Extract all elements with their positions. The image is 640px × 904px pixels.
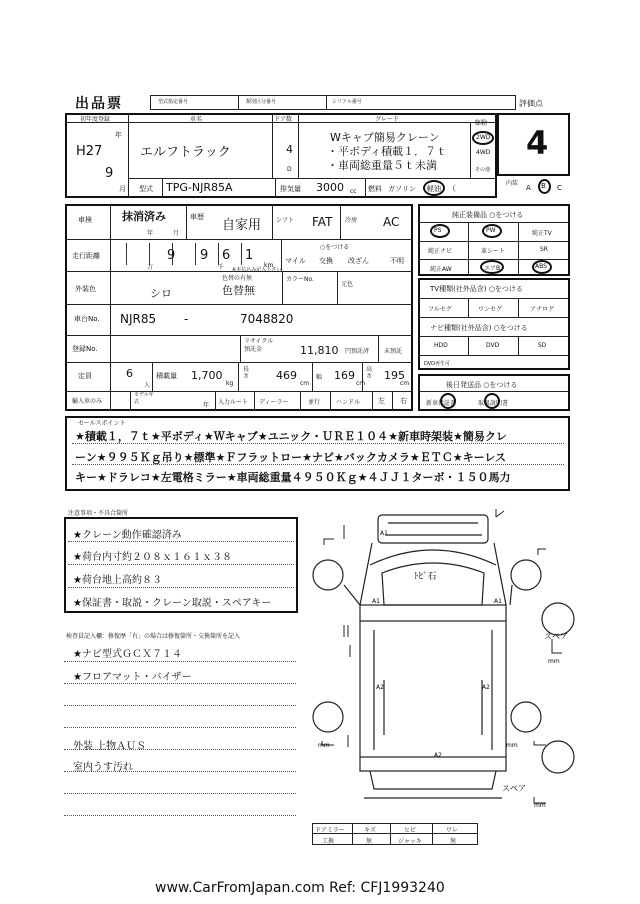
legend-header-2: キズ xyxy=(364,827,376,834)
spare-wheel-2 xyxy=(542,741,574,773)
doc-manual: 取扱説明書 xyxy=(478,400,509,407)
disp-unit: cc xyxy=(350,188,357,195)
mileage-digit-3: 9 xyxy=(167,248,176,263)
recycle-paid: 円預託済 xyxy=(345,348,370,355)
options-title: 純正装備品 ○をつける xyxy=(452,211,524,219)
mm-rear-left: mm xyxy=(318,742,330,749)
load-unit: kg xyxy=(226,380,234,387)
doors-unit: D xyxy=(287,166,292,173)
ac-value: AC xyxy=(383,215,400,229)
interior-label: 内装 xyxy=(506,180,519,187)
fuel-gas: ガソリン xyxy=(388,185,416,193)
color-value: シロ xyxy=(150,287,172,300)
footer-reference: www.CarFromJapan.com Ref: CFJ1993240 xyxy=(155,880,445,896)
legend-header-3: ヒビ xyxy=(404,827,417,834)
model-label: 型式 xyxy=(139,185,153,193)
opt-navi: 純正ナビ xyxy=(428,248,453,255)
legend-value-4: 無 xyxy=(450,838,457,845)
recycle-label: リサイクル預託金 xyxy=(244,338,274,353)
navi-sd: SD xyxy=(538,342,547,349)
import-label: 輸入車のみ xyxy=(72,398,103,405)
mileage-digit-6: 1 xyxy=(245,248,254,263)
color-note: ※本払込み記入下さい xyxy=(232,267,282,273)
notes-line-2: ★荷台内寸約２０８ｘ１６１ｘ３８ xyxy=(73,552,232,563)
mileage-man-unit: 万 xyxy=(147,264,154,271)
mileage-digit-5: 6 xyxy=(222,248,231,263)
inspector-line-2: ★フロアマット・バイザー xyxy=(73,672,192,683)
handle-left: 左 xyxy=(378,397,385,405)
mileage-sen-unit: 千 xyxy=(218,264,225,271)
form-title: 出品票 xyxy=(75,96,123,112)
first-reg-label: 初年度登録 xyxy=(80,116,111,123)
channel-parallel: 並行 xyxy=(308,399,321,406)
seats-label: 定員 xyxy=(78,372,92,380)
length-value: 469 xyxy=(276,369,297,382)
mm-spare-2: mm xyxy=(534,802,546,809)
notes-label: 注意事項・不具合箇所 xyxy=(68,510,129,517)
label-a2-left: A2 xyxy=(376,684,384,691)
inspection-month-unit: 月 xyxy=(173,230,180,237)
notes-line-3: ★荷台地上高約８３ xyxy=(73,575,162,586)
label-a1-left: A1 xyxy=(372,598,380,605)
orig-color-label: 元色 xyxy=(341,281,354,288)
inspector-label: 検査員記入欄：修復歴「有」の場合は修復箇所・交換箇所を記入 xyxy=(66,633,241,640)
mileage-digits xyxy=(114,243,264,267)
color-change-value: 色替無 xyxy=(222,284,255,297)
score-box xyxy=(497,113,570,176)
interior-a: A xyxy=(526,184,531,192)
docs-title: 後日発送品 ○をつける xyxy=(446,381,518,389)
first-reg-month: 9 xyxy=(105,166,114,181)
opt-tv: 純正TV xyxy=(532,230,552,237)
opt-ps: PS xyxy=(434,227,442,234)
shift-value: FAT xyxy=(312,215,333,229)
month-unit: 月 xyxy=(119,185,126,193)
sales-line-1: ★積載１，７ｔ★平ボディ★Ｗキャブ★ユニック・ＵＲＥ１０４★新車時架装★簡易クレ xyxy=(75,430,507,443)
model-value: TPG-NJR85A xyxy=(166,181,233,194)
mileage-label: 走行距離 xyxy=(72,252,100,260)
shift-label: シフト xyxy=(276,217,295,224)
inspection-year-unit: 年 xyxy=(147,230,154,237)
legend-header-1: ドアミラー xyxy=(315,827,345,834)
legend-value-2: 無 xyxy=(366,838,373,845)
handle-right: 右 xyxy=(400,397,407,405)
grade-line-1: Wキャブ簡易クレーン xyxy=(330,131,440,144)
label-a1-top: A1 xyxy=(380,530,388,537)
inspector-block xyxy=(64,640,296,820)
width-value: 169 xyxy=(334,369,355,382)
grade-line-3: ・車両総重量５ｔ未満 xyxy=(327,159,437,172)
disp-label: 排気量 xyxy=(280,185,301,193)
legend-header-4: ワレ xyxy=(446,827,459,834)
cargo-label: ﾄﾋﾞ石 xyxy=(414,572,437,582)
opt-pw: PW xyxy=(486,227,496,234)
car-name-value: エルフトラック xyxy=(140,145,231,160)
cab-roof xyxy=(378,515,488,543)
spare-label-2: スペア xyxy=(502,784,526,793)
opt-leather: 革シート xyxy=(481,248,506,255)
inspector-line-6: 室内うす汚れ xyxy=(73,762,133,773)
mileage-circle-note: ○をつける xyxy=(320,244,350,251)
model-year-unit: 年 xyxy=(203,402,210,409)
grade-label: グレード xyxy=(375,116,400,123)
recycle-amount: 11,810 xyxy=(300,344,339,357)
wheel-front-right xyxy=(511,560,541,590)
inspector-line-5: 外装 上物ＡＵＳ xyxy=(73,741,147,752)
length-unit: cm xyxy=(300,380,310,387)
mileage-digit-4: 9 xyxy=(200,248,209,263)
inspection-label: 車検 xyxy=(78,216,92,224)
sales-label: セールスポイント xyxy=(78,420,126,427)
height-label: 高さ xyxy=(366,366,373,380)
color-label: 外装色 xyxy=(75,285,96,293)
cargo-area-outline xyxy=(382,563,484,605)
seats-value: 6 xyxy=(126,367,133,380)
ac-label: 冷房 xyxy=(345,217,358,224)
navi-hdd: HDD xyxy=(434,342,448,349)
inspection-value: 抹消済み xyxy=(122,210,166,223)
legend-value-3: ジャッキ xyxy=(398,838,422,845)
cab-front xyxy=(360,605,506,621)
recycle-unpaid: 未預託 xyxy=(384,348,403,355)
opt-airbag: エアB xyxy=(484,265,501,272)
mile-label: マイル xyxy=(285,257,306,265)
height-unit: cm xyxy=(400,380,410,387)
chassis-prefix: NJR85 xyxy=(120,312,157,326)
label-a2-right: A2 xyxy=(482,684,490,691)
height-value: 195 xyxy=(384,369,405,382)
mile-swap: 交換 xyxy=(319,257,333,265)
mm-spare-1: mm xyxy=(548,658,560,665)
channel-label: 入力ルート xyxy=(218,399,249,406)
navi-dvd: DVD xyxy=(486,342,500,349)
disp-value: 3000 xyxy=(316,181,344,194)
drive-4wd: 4WD xyxy=(476,149,491,156)
reg-label: 登録No. xyxy=(72,345,98,353)
inspector-line-1: ★ナビ型式ＧＣＸ７１４ xyxy=(73,649,182,660)
sales-line-3: キー★ドラレコ★左電格ミラー★車両総重量４９５０Ｋｇ★４ＪＪ１ターボ・１５０馬力 xyxy=(75,471,511,484)
doors-label: ドア数 xyxy=(274,116,292,123)
tv-oneseg: ワンセグ xyxy=(478,306,503,313)
navi-dvd-play: DVD再生可 xyxy=(424,361,451,367)
model-code-label: 型式指定番号 xyxy=(158,99,189,105)
load-value: 1,700 xyxy=(191,369,223,382)
vehicle-damage-diagram xyxy=(300,505,580,825)
opt-abs: ABS xyxy=(535,263,547,270)
doors-value: 4 xyxy=(286,143,293,156)
opt-sr: SR xyxy=(540,246,548,253)
mile-unknown: 不明 xyxy=(390,257,404,265)
usage-value: 自家用 xyxy=(222,218,262,233)
score-value: 4 xyxy=(526,124,549,162)
class-label: 類別区分番号 xyxy=(246,99,277,105)
drive-2wd: 2WD xyxy=(476,134,491,141)
mm-rear-right: mm xyxy=(506,742,518,749)
length-label: 長さ xyxy=(243,366,250,380)
mileage-km-unit: km xyxy=(264,262,274,269)
label-a2-rear: A2 xyxy=(434,752,442,759)
drive-label: 駆動 xyxy=(475,120,488,127)
mile-tamper: 改ざん xyxy=(348,257,369,265)
load-label: 積載量 xyxy=(156,372,177,380)
first-reg-year: H27 xyxy=(76,144,103,159)
fuel-label: 燃料 xyxy=(368,185,382,193)
interior-c: C xyxy=(557,184,562,192)
spare-label-1: スペア xyxy=(544,632,568,641)
width-unit: cm xyxy=(356,380,366,387)
chassis-number: 7048820 xyxy=(240,312,294,326)
fuel-bracket: （ xyxy=(448,184,456,193)
fuel-diesel: 軽油 xyxy=(427,185,441,193)
wheel-rear-right xyxy=(511,702,541,732)
spare-wheel-1 xyxy=(542,603,574,635)
width-label: 幅 xyxy=(316,374,323,381)
car-name-label: 車名 xyxy=(190,116,203,123)
grade-line-2: ・平ボディ積載１．７ｔ xyxy=(327,145,448,158)
chassis-label: 車台No. xyxy=(74,315,100,323)
legend-value-1: 工換 xyxy=(322,838,335,845)
notes-line-4: ★保証書・取説・クレーン取説・スペアキー xyxy=(73,598,272,609)
handle-label: ハンドル xyxy=(336,399,361,406)
model-year-label: モデル年式 xyxy=(134,392,154,405)
tv-fullseg: フルセグ xyxy=(428,306,452,313)
tv-analog: アナログ xyxy=(530,306,555,313)
color-no-label: カラーNo. xyxy=(286,276,314,283)
wheel-front-left xyxy=(313,560,343,590)
score-label: 評価点 xyxy=(519,99,543,108)
usage-label: 車歴 xyxy=(190,213,204,221)
serial-label: シリアル番号 xyxy=(332,99,362,105)
doc-warranty: 新車保証書 xyxy=(426,400,457,407)
navi-title: ナビ種類(社外品含) ○をつける xyxy=(430,324,528,332)
seats-unit: 人 xyxy=(144,382,151,389)
drive-other: その他 xyxy=(475,167,491,173)
notes-line-1: ★クレーン動作確認済み xyxy=(73,530,182,541)
year-unit: 年 xyxy=(115,131,122,139)
tv-title: TV種類(社外品含) ○をつける xyxy=(430,285,523,293)
label-a1-right: A1 xyxy=(494,598,502,605)
color-change-label: 色替の有無 xyxy=(222,275,253,282)
sales-line-2: ーン★９９５Ｋｇ吊り★標準★Ｆフラットロー★ナビ★バックカメラ★ＥＴＣ★キーレス xyxy=(75,451,507,464)
channel-dealer: ディーラー xyxy=(259,399,289,406)
opt-aw: 純正AW xyxy=(430,266,452,273)
interior-b: B xyxy=(541,182,546,190)
chassis-dash: - xyxy=(184,312,189,326)
wheel-rear-left xyxy=(313,702,343,732)
